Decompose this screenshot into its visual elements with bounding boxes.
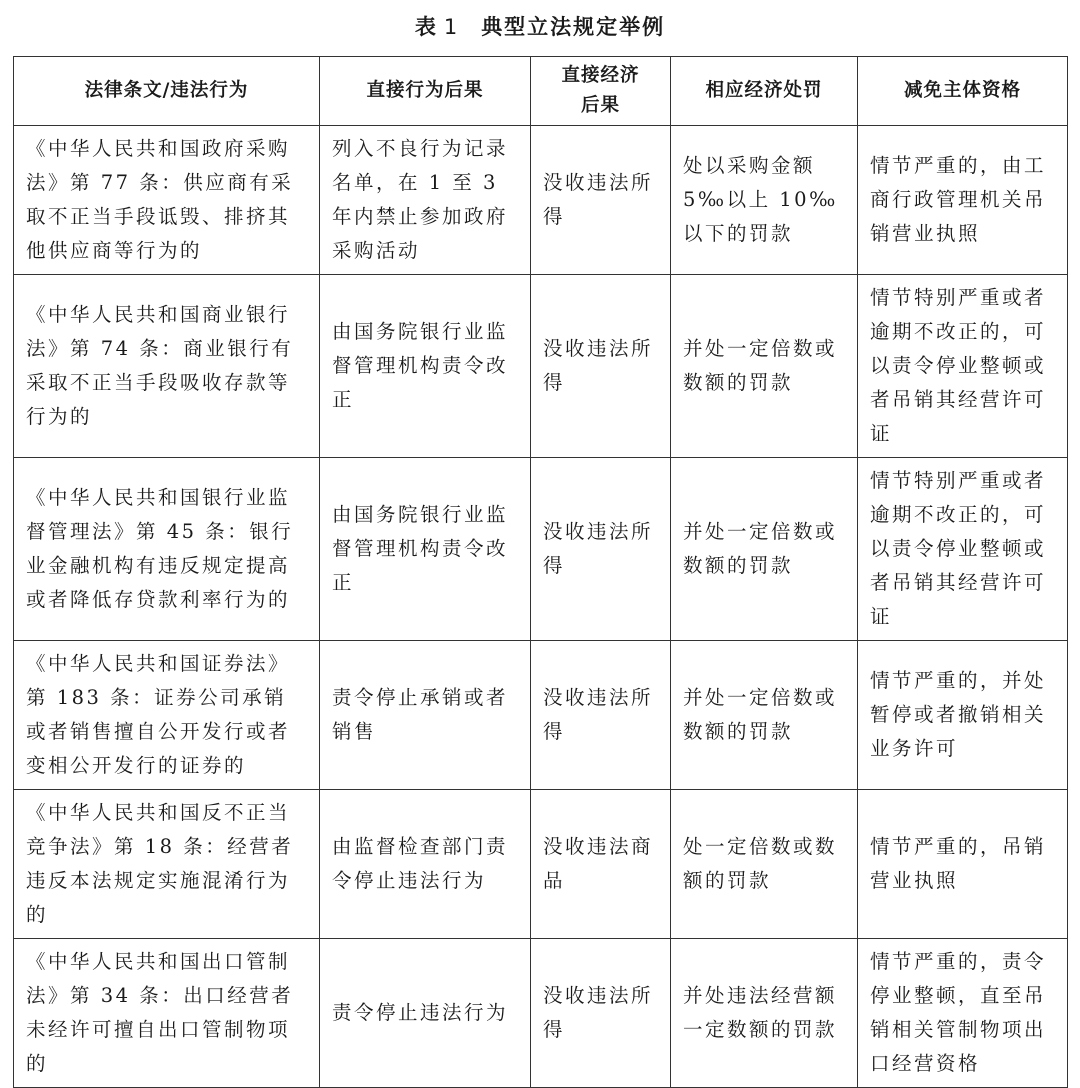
cell-qualification: 情节严重的，吊销营业执照 (858, 790, 1068, 939)
cell-direct-consequence: 责令停止承销或者销售 (320, 641, 531, 790)
cell-law: 《中华人民共和国证券法》第 183 条：证券公司承销或者销售擅自公开发行或者变相公开发行的证券的 (14, 641, 320, 790)
header-economic-consequence-text: 直接经济后果 (561, 65, 640, 116)
header-qualification: 减免主体资格 (858, 57, 1068, 126)
table-title: 典型立法规定举例 (481, 15, 666, 39)
cell-qualification: 情节严重的，并处暂停或者撤销相关业务许可 (858, 641, 1068, 790)
table-row (14, 939, 1068, 1088)
table-header-row (14, 57, 1068, 126)
header-economic-consequence (531, 57, 671, 126)
table-row (14, 126, 1068, 275)
cell-qualification: 情节严重的，责令停业整顿，直至吊销相关管制物项出口经营资格 (858, 939, 1068, 1088)
cell-law: 《中华人民共和国银行业监督管理法》第 45 条：银行业金融机构有违反规定提高或者降低存贷款利率行为的 (14, 458, 320, 641)
header-penalty: 相应经济处罚 (671, 57, 858, 126)
cell-economic-consequence: 没收违法所得 (531, 126, 671, 275)
cell-penalty: 处以采购金额 5‰以上 10‰以下的罚款 (671, 126, 858, 275)
header-direct-consequence: 直接行为后果 (320, 57, 531, 126)
cell-penalty: 处一定倍数或数额的罚款 (671, 790, 858, 939)
cell-penalty: 并处一定倍数或数额的罚款 (671, 458, 858, 641)
cell-direct-consequence: 由国务院银行业监督管理机构责令改正 (320, 275, 531, 458)
legislation-table (13, 56, 1068, 1088)
table-row (14, 458, 1068, 641)
cell-qualification: 情节特别严重或者逾期不改正的，可以责令停业整顿或者吊销其经营许可证 (858, 275, 1068, 458)
table-row (14, 641, 1068, 790)
cell-penalty: 并处一定倍数或数额的罚款 (671, 641, 858, 790)
cell-penalty: 并处一定倍数或数额的罚款 (671, 275, 858, 458)
caption-label: 表 (414, 15, 438, 39)
cell-direct-consequence: 由国务院银行业监督管理机构责令改正 (320, 458, 531, 641)
cell-economic-consequence: 没收违法所得 (531, 275, 671, 458)
cell-economic-consequence: 没收违法所得 (531, 458, 671, 641)
cell-law: 《中华人民共和国出口管制法》第 34 条：出口经营者未经许可擅自出口管制物项的 (14, 939, 320, 1088)
cell-direct-consequence: 列入不良行为记录名单，在 1 至 3 年内禁止参加政府采购活动 (320, 126, 531, 275)
cell-economic-consequence: 没收违法所得 (531, 641, 671, 790)
caption-number: 1 (443, 15, 460, 39)
cell-law: 《中华人民共和国政府采购法》第 77 条：供应商有采取不正当手段诋毁、排挤其他供应商等行为的 (14, 126, 320, 275)
table-row (14, 790, 1068, 939)
cell-law: 《中华人民共和国反不正当竞争法》第 18 条：经营者违反本法规定实施混淆行为的 (14, 790, 320, 939)
header-law: 法律条文/违法行为 (14, 57, 320, 126)
cell-penalty: 并处违法经营额一定数额的罚款 (671, 939, 858, 1088)
cell-direct-consequence: 由监督检查部门责令停止违法行为 (320, 790, 531, 939)
table-caption (0, 10, 1080, 44)
cell-qualification: 情节严重的，由工商行政管理机关吊销营业执照 (858, 126, 1068, 275)
table-row (14, 275, 1068, 458)
cell-law: 《中华人民共和国商业银行法》第 74 条：商业银行有采取不正当手段吸收存款等行为的 (14, 275, 320, 458)
cell-direct-consequence: 责令停止违法行为 (320, 939, 531, 1088)
cell-qualification: 情节特别严重或者逾期不改正的，可以责令停业整顿或者吊销其经营许可证 (858, 458, 1068, 641)
cell-economic-consequence: 没收违法所得 (531, 939, 671, 1088)
cell-economic-consequence: 没收违法商品 (531, 790, 671, 939)
